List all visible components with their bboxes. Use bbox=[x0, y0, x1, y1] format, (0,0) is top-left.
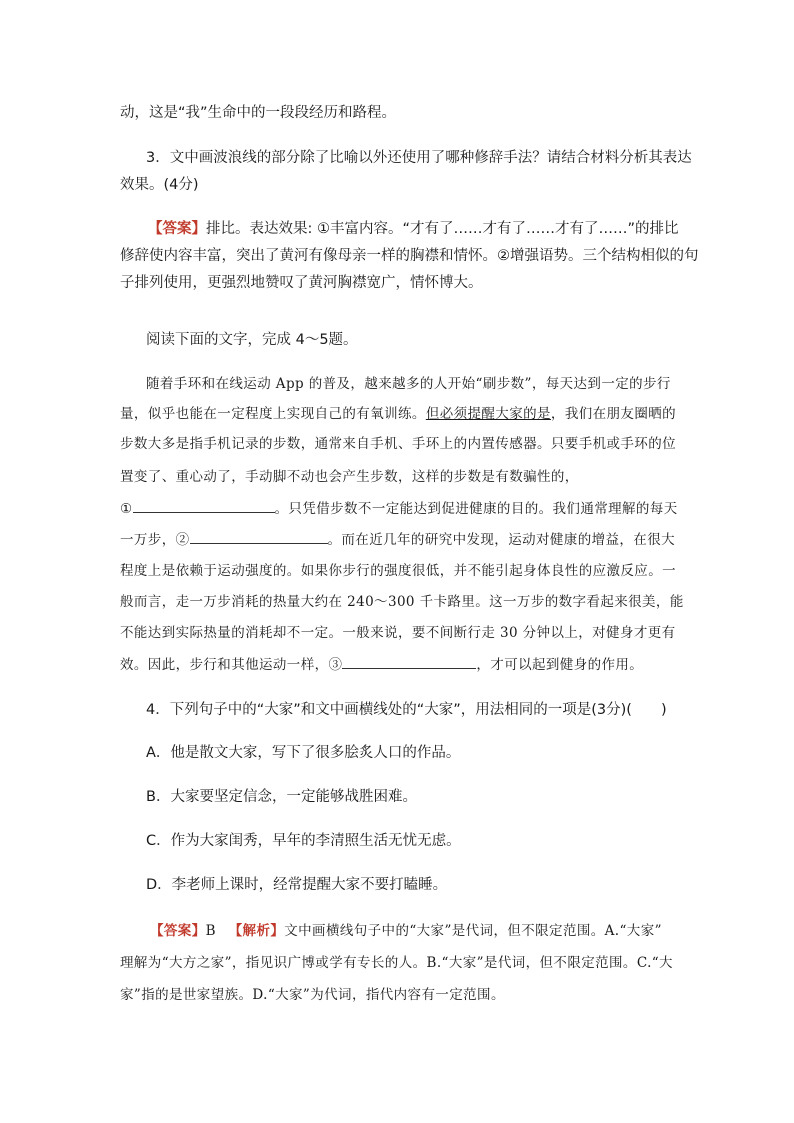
answer-tag: 【答案】 bbox=[148, 221, 206, 237]
fill-blank-3 bbox=[342, 654, 476, 669]
passage-line-10 bbox=[120, 654, 643, 675]
reading-intro: 阅读下面的文字，完成 4～5题。 bbox=[146, 332, 358, 348]
question-3-line-2: 效果。(4分) bbox=[120, 177, 199, 193]
passage-text: 一万步，② bbox=[120, 532, 190, 548]
passage-line-7: 程度上是依赖于运动强度的。如果你步行的强度很低，并不能引起身体良性的应激反应。一 bbox=[120, 563, 676, 579]
answer-3-line-1 bbox=[148, 219, 679, 239]
answer-tag: 【答案】 bbox=[150, 923, 206, 939]
passage-text: ，我们在朋友圈晒的 bbox=[550, 406, 677, 422]
option-a: A．他是散文大家，写下了很多脍炙人口的作品。 bbox=[146, 745, 461, 761]
option-c: C．作为大家闺秀，早年的李清照生活无忧无虑。 bbox=[146, 833, 461, 849]
passage-line-1: 随着手环和在线运动 App 的普及，越来越多的人开始“刷步数”，每天达到一定的步行 bbox=[146, 376, 671, 392]
blank-marker: ① bbox=[120, 501, 133, 517]
answer-3-line-3: 子排列使用，更强烈地赞叹了黄河胸襟宽广，情怀博大。 bbox=[120, 275, 483, 291]
passage-text: 。而在近几年的研究中发现，运动对健康的增益，在很大 bbox=[327, 532, 675, 548]
passage-text: ，才可以起到健身的作用。 bbox=[476, 657, 644, 673]
option-d: D．李老师上课时，经常提醒大家不要打瞌睡。 bbox=[146, 877, 448, 893]
passage-text: 量，似乎也能在一定程度上实现自己的有氧训练。 bbox=[120, 406, 426, 422]
analysis-tag: 【解析】 bbox=[228, 923, 285, 939]
answer-3-line-2: 修辞使内容丰富，突出了黄河有像母亲一样的胸襟和情怀。②增强语势。三个结构相似的句 bbox=[120, 248, 699, 264]
answer-3-text: 排比。表达效果: ①丰富内容。“才有了……才有了……才有了……”的排比 bbox=[206, 221, 679, 237]
fill-blank-1 bbox=[133, 498, 275, 513]
answer-4-choice: B bbox=[205, 923, 216, 939]
fill-blank-2 bbox=[190, 529, 328, 544]
passage-line-8: 般而言，走一万步消耗的热量大约在 240～300 千卡路里。这一万步的数字看起来很美，能 bbox=[120, 594, 684, 610]
passage-line-9: 不能达到实际热量的消耗却不一定。一般来说，要不间断行走 30 分钟以上，对健身才更有 bbox=[120, 625, 676, 641]
passage-line-4: 置变了、重心动了，手动脚不动也会产生步数，这样的步数是有数骗性的， bbox=[120, 469, 579, 485]
passage-line-2 bbox=[120, 404, 676, 424]
answer-4-line-1 bbox=[150, 921, 662, 941]
intro-line: 动，这是“我”生命中的一段段经历和路程。 bbox=[120, 105, 397, 121]
question-3-line-1: 3．文中画波浪线的部分除了比喻以外还使用了哪种修辞手法？请结合材料分析其表达 bbox=[146, 150, 692, 166]
passage-line-5 bbox=[120, 498, 678, 519]
answer-4-line-2: 理解为“大方之家”，指见识广博或学有专长的人。B.“大家”是代词，但不限定范围。C.“大 bbox=[120, 955, 673, 971]
passage-line-6 bbox=[120, 529, 675, 550]
underlined-phrase: 但必须提醒大家的是 bbox=[425, 406, 551, 422]
passage-line-3: 步数大多是指手机记录的步数，通常来自手机、手环上的内置传感器。只要手机或手环的位 bbox=[120, 436, 676, 452]
answer-4-line-3: 家”指的是世家望族。D.“大家”为代词，指代内容有一定范围。 bbox=[120, 987, 505, 1003]
question-4-stem: 4．下列句子中的“大家”和文中画横线处的“大家”，用法相同的一项是(3分)( ) bbox=[146, 702, 667, 718]
passage-text: 。只凭借步数不一定能达到促进健康的目的。我们通常理解的每天 bbox=[274, 501, 678, 517]
passage-text: 效。因此，步行和其他运动一样，③ bbox=[120, 657, 343, 673]
analysis-text: 文中画横线句子中的“大家”是代词，但不限定范围。A.“大家” bbox=[284, 923, 662, 939]
option-b: B．大家要坚定信念，一定能够战胜困难。 bbox=[146, 789, 417, 805]
